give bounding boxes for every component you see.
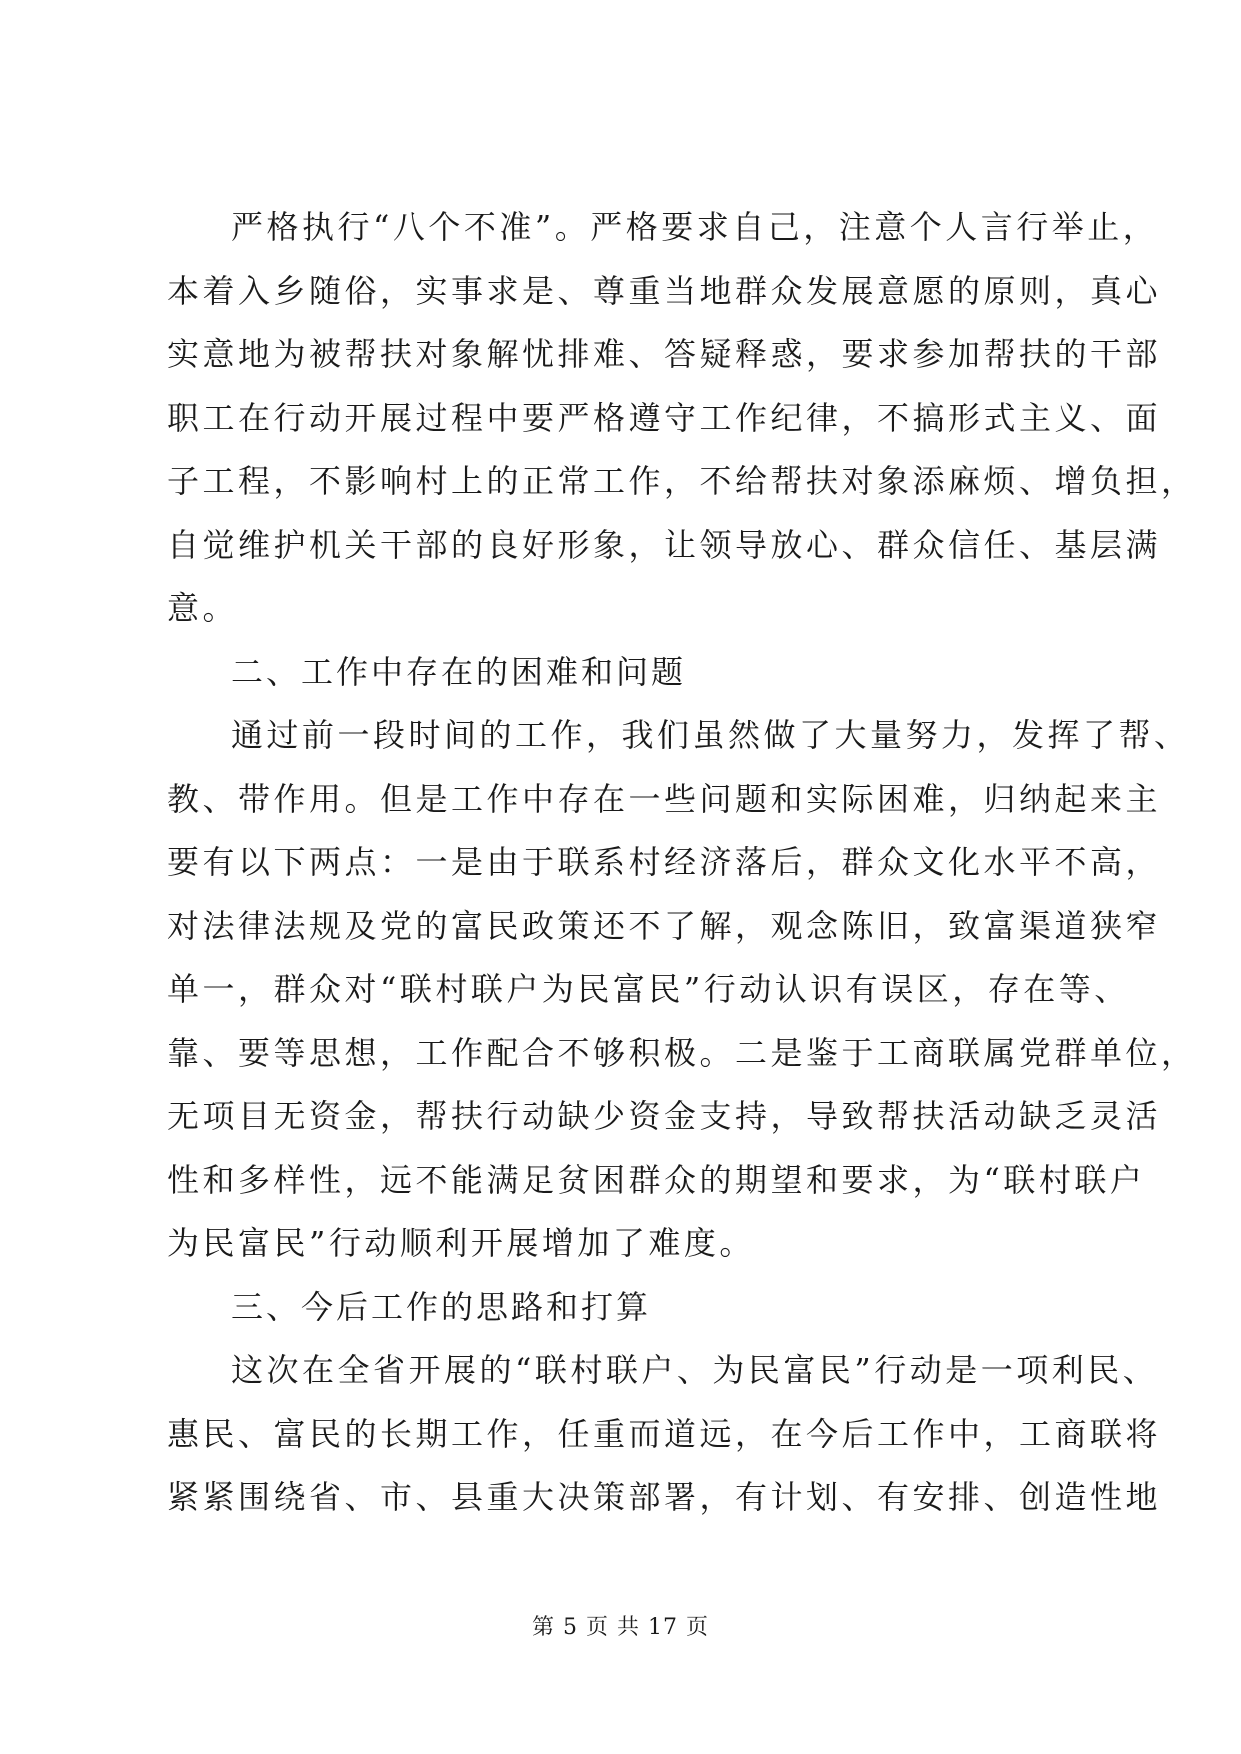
body-text	[167, 196, 1197, 1530]
paragraph-line: 这次在全省开展的“联村联户、为民富民”行动是一项利民、	[231, 1351, 1159, 1389]
paragraph-line: 紧紧围绕省、市、县重大决策部署，有计划、有安排、创造性地	[167, 1478, 1162, 1516]
page-number-footer: 第 5 页 共 17 页	[532, 1615, 709, 1640]
paragraph-line: 教、带作用。但是工作中存在一些问题和实际困难，归纳起来主	[167, 779, 1162, 818]
paragraph-line: 实意地为被帮扶对象解忧排难、答疑释惑，要求参加帮扶的干部	[167, 335, 1162, 373]
paragraph-line: 本着入乡随俗，实事求是、尊重当地群众发展意愿的原则，真心	[167, 271, 1162, 310]
paragraph-line: 性和多样性，远不能满足贫困群众的期望和要求，为“联村联户	[167, 1160, 1146, 1199]
paragraph-line: 严格执行“八个不准”。严格要求自己，注意个人言行举止，	[231, 208, 1159, 246]
paragraph-line: 子工程，不影响村上的正常工作，不给帮扶对象添麻烦、增负担，	[167, 462, 1197, 500]
paragraph-line: 职工在行动开展过程中要严格遵守工作纪律，不搞形式主义、面	[167, 398, 1162, 437]
paragraph-line: 惠民、富民的长期工作，任重而道远，在今后工作中，工商联将	[167, 1414, 1162, 1453]
section-heading: 三、今后工作的思路和打算	[231, 1287, 652, 1326]
paragraph-line: 自觉维护机关干部的良好形象，让领导放心、群众信任、基层满	[167, 525, 1162, 564]
paragraph-line: 靠、要等思想，工作配合不够积极。二是鉴于工商联属党群单位，	[167, 1033, 1197, 1072]
paragraph-line: 通过前一段时间的工作，我们虽然做了大量努力，发挥了帮、	[231, 716, 1190, 754]
section-heading: 二、工作中存在的困难和问题	[231, 652, 687, 691]
paragraph-line: 意。	[167, 589, 239, 627]
paragraph-line: 为民富民”行动顺利开展增加了难度。	[167, 1224, 755, 1262]
paragraph-line: 单一，群众对“联村联户为民富民”行动认识有误区，存在等、	[167, 970, 1130, 1008]
paragraph-line: 要有以下两点：一是由于联系村经济落后，群众文化水平不高，	[167, 843, 1162, 881]
paragraph-line: 对法律法规及党的富民政策还不了解，观念陈旧，致富渠道狭窄	[167, 906, 1162, 945]
paragraph-line: 无项目无资金，帮扶行动缺少资金支持，导致帮扶活动缺乏灵活	[167, 1097, 1162, 1135]
